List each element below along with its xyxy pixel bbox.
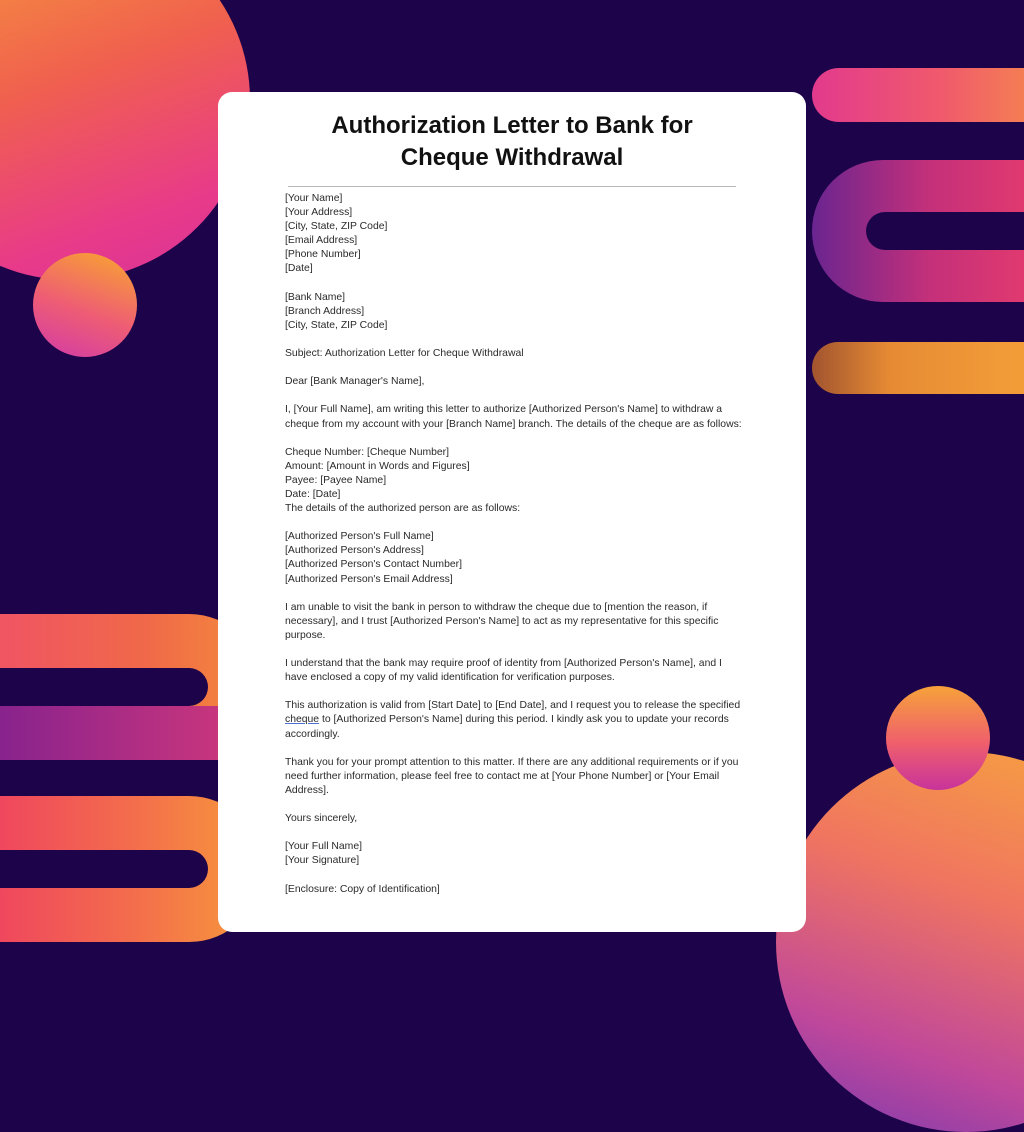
sender-phone: [Phone Number]	[285, 249, 361, 261]
page-title	[218, 110, 806, 174]
sender-city: [City, State, ZIP Code]	[285, 221, 388, 233]
cheque-payee: Payee: [Payee Name]	[285, 474, 387, 486]
cheque-word: cheque	[285, 714, 320, 726]
letter-card	[218, 92, 806, 932]
validity-text-b: to [Authorized Person's Name] during this period. I kindly ask you to update your records accordingly.	[285, 714, 729, 740]
identity-paragraph: I understand that the bank may require proof of identity from [Authorized Person's Name], and I have enclosed a copy of my valid identification for verification purposes.	[285, 658, 722, 684]
decorative-small-circle-top-left	[33, 253, 137, 357]
cheque-amount: Amount: [Amount in Words and Figures]	[285, 460, 470, 472]
person-contact: [Authorized Person's Contact Number]	[285, 559, 462, 571]
person-intro: The details of the authorized person are as follows:	[285, 503, 521, 515]
signature-name: [Your Full Name]	[285, 841, 363, 853]
salutation: Dear [Bank Manager's Name],	[285, 376, 425, 388]
thanks-paragraph: Thank you for your prompt attention to this matter. If there are any additional requirements or if you need further information, please feel free to contact me at [Your Phone Number] or [Your Email Address].	[285, 756, 739, 796]
signature-line: [Your Signature]	[285, 855, 360, 867]
decorative-bar-right-bottom	[812, 342, 1024, 394]
decorative-bar-right-top	[812, 68, 1024, 122]
validity-paragraph	[285, 699, 745, 741]
title-line-1: Authorization Letter to Bank for	[331, 112, 693, 139]
title-divider	[288, 186, 736, 187]
intro-paragraph: I, [Your Full Name], am writing this letter to authorize [Authorized Person's Name] to withdraw a cheque from my account with your [Branch Name] branch. The details of the cheque are as follows:	[285, 404, 742, 430]
cheque-date: Date: [Date]	[285, 488, 341, 500]
sender-address: [Your Address]	[285, 207, 353, 219]
decorative-u-shape-left-upper-lower-band	[0, 706, 220, 760]
cheque-number: Cheque Number: [Cheque Number]	[285, 446, 450, 458]
decorative-u-shape-left-upper-cutout	[0, 668, 208, 706]
validity-text-a: This authorization is valid from [Start Date] to [End Date], and I request you to release the specified	[285, 700, 741, 712]
person-full-name: [Authorized Person's Full Name]	[285, 531, 434, 543]
person-email: [Authorized Person's Email Address]	[285, 573, 453, 585]
sender-email: [Email Address]	[285, 235, 358, 247]
bank-city: [City, State, ZIP Code]	[285, 319, 388, 331]
closing: Yours sincerely,	[285, 813, 358, 825]
title-line-2: Cheque Withdrawal	[400, 144, 624, 171]
decorative-u-shape-right-cutout	[866, 212, 1024, 250]
unable-paragraph: I am unable to visit the bank in person to withdraw the cheque due to [mention the reason, if necessary], and I trust [Authorized Person's Name] to act as my representative for this specific purpose.	[285, 601, 719, 641]
letter-body	[285, 192, 745, 897]
decorative-small-circle-bottom-right	[886, 686, 990, 790]
bank-branch-address: [Branch Address]	[285, 305, 365, 317]
subject-line: Subject: Authorization Letter for Cheque Withdrawal	[285, 348, 524, 360]
enclosure-note: [Enclosure: Copy of Identification]	[285, 883, 440, 895]
person-address: [Authorized Person's Address]	[285, 545, 424, 557]
sender-date: [Date]	[285, 263, 313, 275]
bank-name: [Bank Name]	[285, 291, 346, 303]
decorative-circle-bottom-right	[776, 752, 1024, 1132]
sender-name: [Your Name]	[285, 193, 343, 204]
decorative-u-shape-left-lower-cutout	[0, 850, 208, 888]
decorative-circle-top-left	[0, 0, 250, 280]
